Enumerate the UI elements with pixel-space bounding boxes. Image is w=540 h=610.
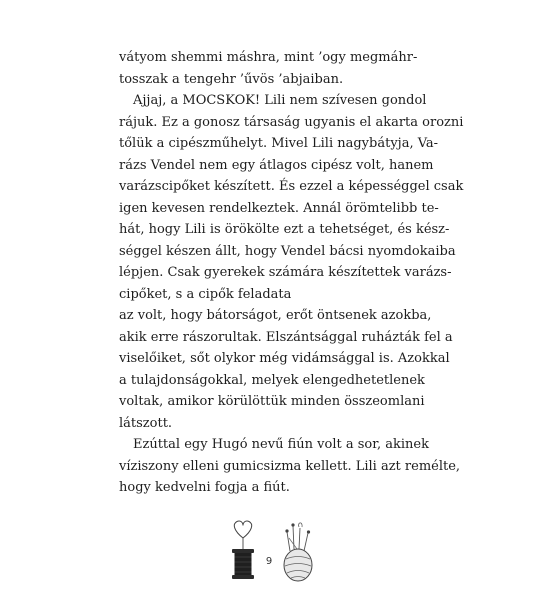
body-text — [119, 47, 464, 499]
text-line-10: séggel készen állt, hogy Vendel bácsi nyomdokaiba — [119, 243, 456, 259]
thread-spool-heart-icon — [228, 518, 258, 584]
text-line-3: Ajjaj, a MOCSKOK! Lili nem szívesen gondol — [133, 93, 427, 108]
text-line-1: vátyom shemmi máshra, mint ’ogy megmáhr- — [119, 50, 418, 65]
text-line-18: látszott. — [119, 415, 173, 431]
page-number: 9 — [265, 556, 273, 567]
page-footer — [0, 518, 540, 588]
pincushion-needles-icon — [281, 518, 315, 584]
text-line-11: lépjen. Csak gyerekek számára készítettek varázs- — [119, 265, 452, 280]
text-line-2: tosszak a tengehr ’űvös ’abjaiban. — [119, 71, 344, 87]
text-line-7: varázscipőket készített. És ezzel a képességgel csak — [119, 179, 464, 194]
text-line-17: voltak, amikor körülöttük minden összeomlani — [119, 394, 425, 409]
text-line-19: Ezúttal egy Hugó nevű fiún volt a sor, akinek — [133, 437, 429, 452]
text-line-12: cipőket, s a cipők feladata — [119, 286, 292, 302]
text-line-8: igen kevesen rendelkeztek. Annál örömtelibb te- — [119, 200, 439, 216]
text-line-15: viselőiket, sőt olykor még vidámsággal is. Azokkal — [119, 351, 450, 366]
text-line-16: a tulajdonságokkal, melyek elengedhetetlenek — [119, 372, 425, 388]
text-line-9: hát, hogy Lili is örökölte ezt a tehetséget, és kész- — [119, 222, 450, 237]
text-line-5: tőlük a cipészműhelyt. Mivel Lili nagybátyja, Va- — [119, 136, 439, 151]
text-line-6: rázs Vendel nem egy átlagos cipész volt, hanem — [119, 157, 434, 173]
text-line-21: hogy kedvelni fogja a fiút. — [119, 480, 290, 495]
text-line-13: az volt, hogy bátorságot, erőt öntsenek azokba, — [119, 308, 432, 323]
text-line-14: akik erre rászorultak. Elszántsággal ruházták fel a — [119, 329, 453, 345]
text-line-20: víziszony elleni gumicsizma kellett. Lili azt remélte, — [119, 458, 461, 474]
text-line-4: rájuk. Ez a gonosz társaság ugyanis el akarta orozni — [119, 114, 464, 130]
